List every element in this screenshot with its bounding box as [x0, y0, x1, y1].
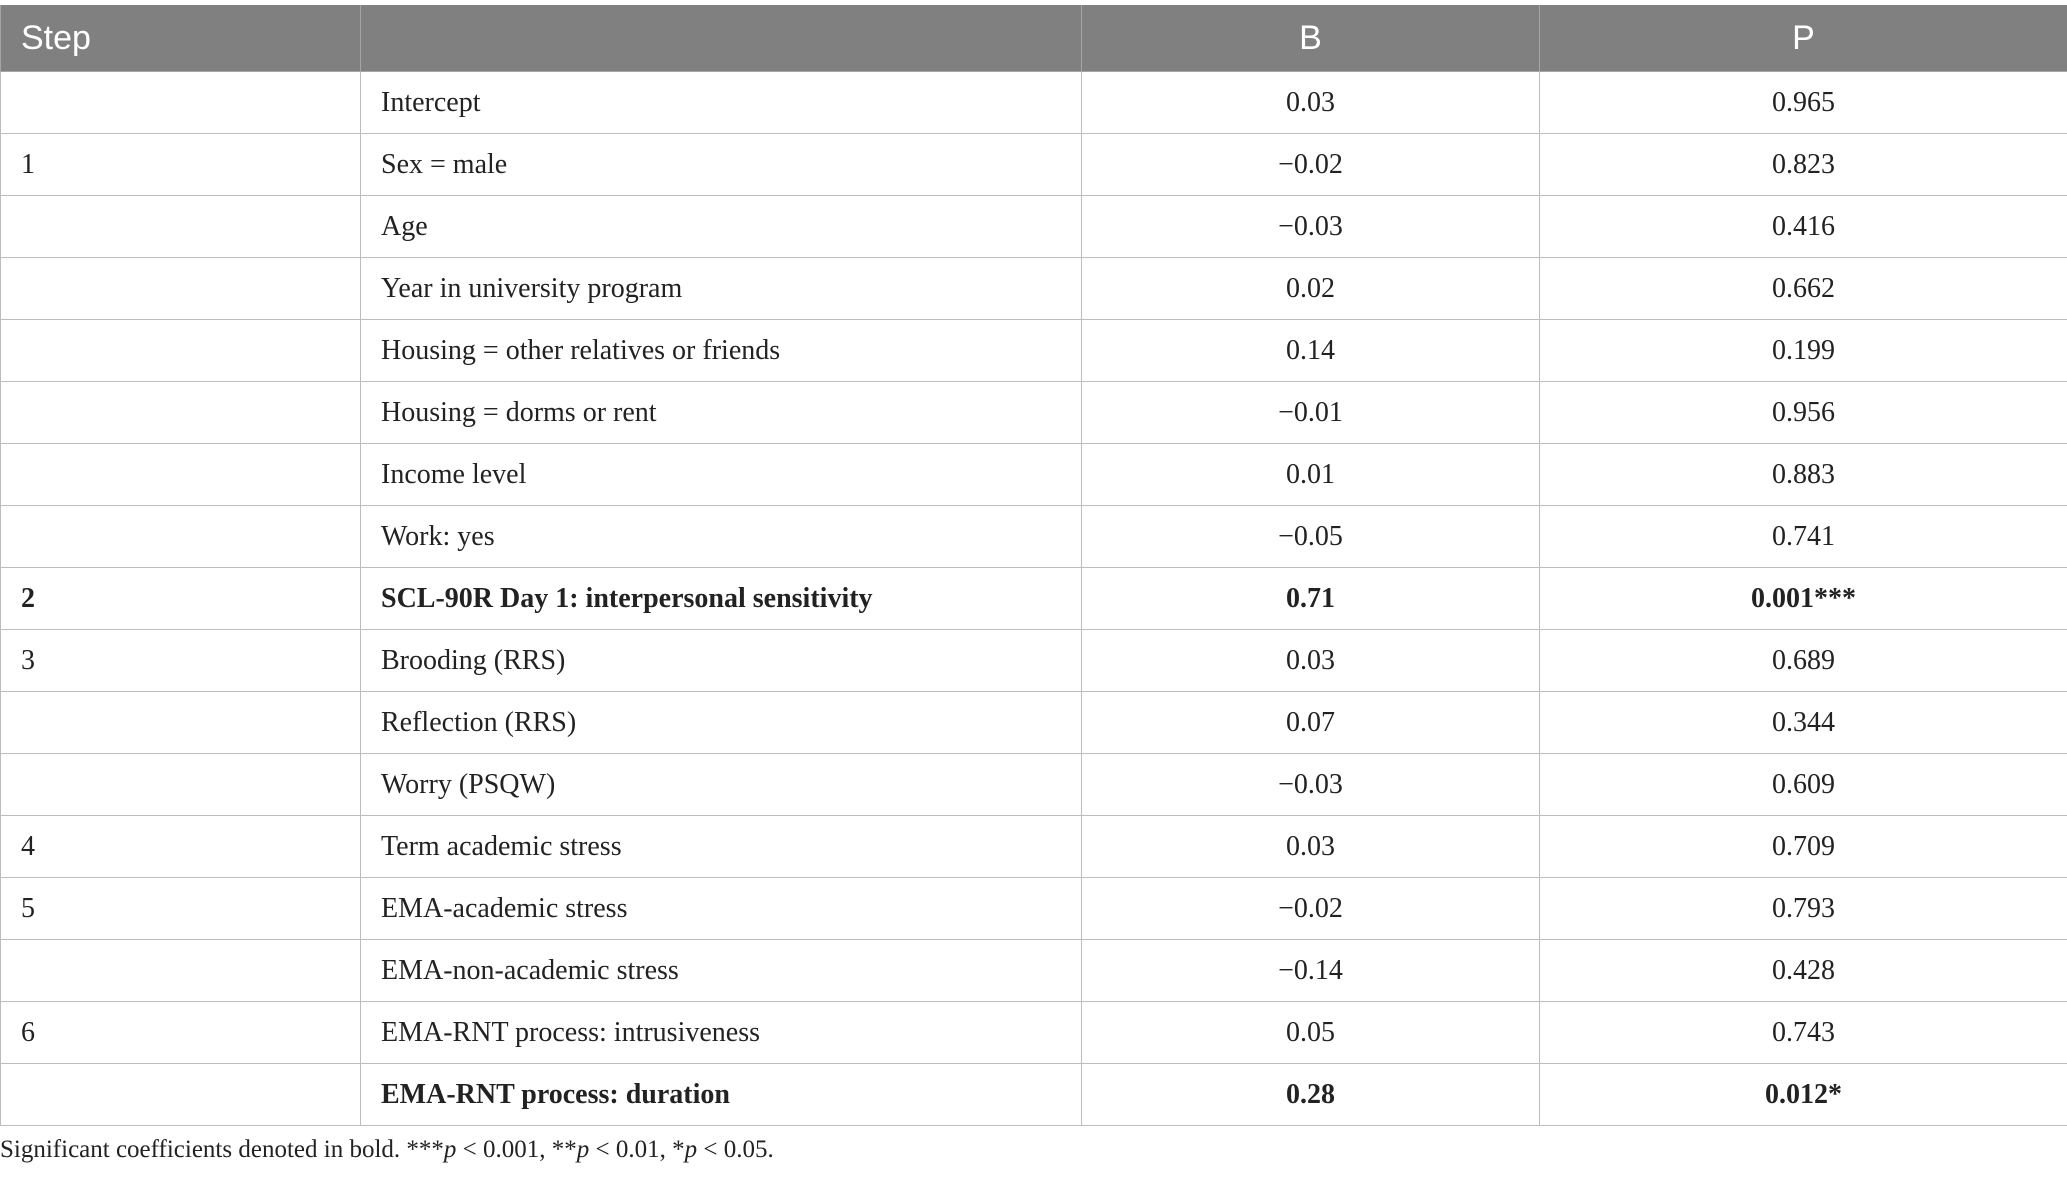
p-cell: 0.741: [1540, 506, 2067, 568]
table-row: [1, 196, 2067, 258]
b-cell: 0.05: [1082, 1002, 1540, 1064]
variable-cell: Brooding (RRS): [361, 630, 1082, 692]
p-cell: 0.965: [1540, 72, 2067, 134]
variable-cell: Term academic stress: [361, 816, 1082, 878]
table-header: [1, 5, 2067, 72]
b-cell: 0.71: [1082, 568, 1540, 630]
b-cell: 0.02: [1082, 258, 1540, 320]
regression-table: [0, 5, 2067, 1126]
b-cell: −0.03: [1082, 196, 1540, 258]
variable-cell: Reflection (RRS): [361, 692, 1082, 754]
step-cell: [1, 754, 361, 816]
step-cell: [1, 506, 361, 568]
table-row: [1, 320, 2067, 382]
p-cell: 0.883: [1540, 444, 2067, 506]
footnote-p-symbol: p: [443, 1136, 457, 1163]
table-row: [1, 72, 2067, 134]
b-cell: −0.03: [1082, 754, 1540, 816]
variable-cell: Work: yes: [361, 506, 1082, 568]
step-cell: [1, 1064, 361, 1126]
b-cell: 0.07: [1082, 692, 1540, 754]
p-cell: 0.662: [1540, 258, 2067, 320]
variable-cell: Year in university program: [361, 258, 1082, 320]
p-cell: 0.012*: [1540, 1064, 2067, 1126]
step-cell: [1, 320, 361, 382]
footnote-threshold: < 0.01, *: [589, 1136, 685, 1163]
p-cell: 0.344: [1540, 692, 2067, 754]
b-cell: −0.05: [1082, 506, 1540, 568]
variable-cell: Age: [361, 196, 1082, 258]
step-cell: [1, 258, 361, 320]
footnote-threshold: < 0.001, **: [456, 1136, 577, 1163]
p-cell: 0.956: [1540, 382, 2067, 444]
b-cell: 0.03: [1082, 630, 1540, 692]
header-row: [1, 5, 2067, 72]
footnote-p-symbol: p: [576, 1136, 590, 1163]
step-cell: [1, 940, 361, 1002]
b-cell: −0.14: [1082, 940, 1540, 1002]
p-cell: 0.793: [1540, 878, 2067, 940]
variable-cell: SCL-90R Day 1: interpersonal sensitivity: [361, 568, 1082, 630]
b-cell: 0.03: [1082, 816, 1540, 878]
variable-cell: Housing = other relatives or friends: [361, 320, 1082, 382]
b-cell: 0.28: [1082, 1064, 1540, 1126]
step-cell: 3: [1, 630, 361, 692]
b-cell: −0.02: [1082, 134, 1540, 196]
variable-cell: Intercept: [361, 72, 1082, 134]
variable-cell: Income level: [361, 444, 1082, 506]
step-cell: [1, 692, 361, 754]
step-cell: 6: [1, 1002, 361, 1064]
table-row: [1, 444, 2067, 506]
footnote-p-symbol: p: [684, 1136, 698, 1163]
table-row: [1, 754, 2067, 816]
b-cell: 0.03: [1082, 72, 1540, 134]
variable-cell: EMA-non-academic stress: [361, 940, 1082, 1002]
footnote-lead: Significant coefficients denoted in bold. ***: [0, 1136, 444, 1163]
table-row: [1, 692, 2067, 754]
b-cell: 0.14: [1082, 320, 1540, 382]
variable-cell: EMA-RNT process: intrusiveness: [361, 1002, 1082, 1064]
table-row: [1, 568, 2067, 630]
step-cell: 4: [1, 816, 361, 878]
header-step: Step: [1, 5, 361, 72]
table-row: [1, 1064, 2067, 1126]
table-row: [1, 940, 2067, 1002]
p-cell: 0.199: [1540, 320, 2067, 382]
b-cell: −0.02: [1082, 878, 1540, 940]
step-cell: [1, 196, 361, 258]
table-row: [1, 878, 2067, 940]
variable-cell: EMA-academic stress: [361, 878, 1082, 940]
step-cell: [1, 382, 361, 444]
header-b: B: [1082, 5, 1540, 72]
p-cell: 0.689: [1540, 630, 2067, 692]
p-cell: 0.823: [1540, 134, 2067, 196]
step-cell: [1, 72, 361, 134]
variable-cell: Sex = male: [361, 134, 1082, 196]
b-cell: −0.01: [1082, 382, 1540, 444]
p-cell: 0.001***: [1540, 568, 2067, 630]
step-cell: 1: [1, 134, 361, 196]
p-cell: 0.743: [1540, 1002, 2067, 1064]
step-cell: 2: [1, 568, 361, 630]
table-row: [1, 1002, 2067, 1064]
p-cell: 0.428: [1540, 940, 2067, 1002]
table-body: [1, 72, 2067, 1126]
step-cell: 5: [1, 878, 361, 940]
table-row: [1, 506, 2067, 568]
footnote-threshold: < 0.05.: [697, 1136, 774, 1163]
table-row: [1, 630, 2067, 692]
p-cell: 0.709: [1540, 816, 2067, 878]
step-cell: [1, 444, 361, 506]
p-cell: 0.416: [1540, 196, 2067, 258]
variable-cell: Housing = dorms or rent: [361, 382, 1082, 444]
variable-cell: EMA-RNT process: duration: [361, 1064, 1082, 1126]
table-row: [1, 382, 2067, 444]
b-cell: 0.01: [1082, 444, 1540, 506]
table-row: [1, 134, 2067, 196]
p-cell: 0.609: [1540, 754, 2067, 816]
table-footnote: [0, 1136, 774, 1164]
header-p: P: [1540, 5, 2067, 72]
header-variable: [361, 5, 1082, 72]
table-row: [1, 258, 2067, 320]
variable-cell: Worry (PSQW): [361, 754, 1082, 816]
table-row: [1, 816, 2067, 878]
